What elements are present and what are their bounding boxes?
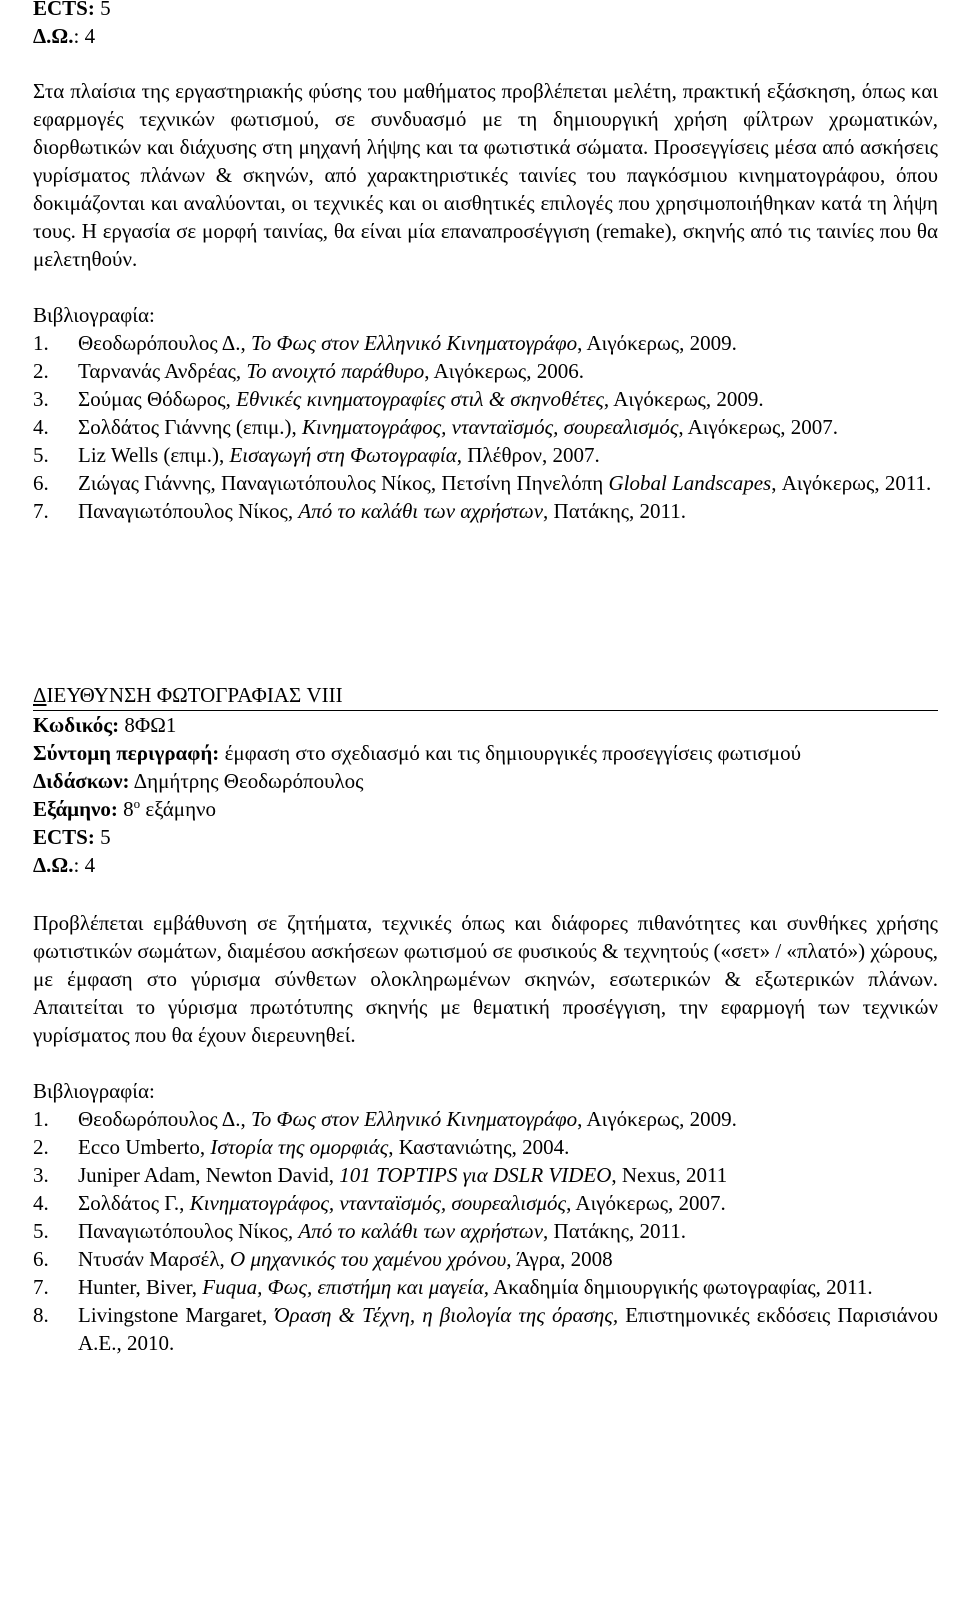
ects-label: ECTS: xyxy=(33,0,95,20)
top-bibliography-item xyxy=(33,469,938,497)
bibliography-item-publisher: , Αιγόκερως, 2009. xyxy=(577,331,737,355)
bibliography-item-number: 2. xyxy=(33,1135,49,1159)
bibliography-item-title: Fuqua, Φως, επιστήμη και μαγεία, xyxy=(202,1275,489,1299)
dw-line xyxy=(33,22,938,50)
dw-label: Δ.Ω. xyxy=(33,24,74,48)
short-value: έμφαση στο σχεδιασμό και τις δημιουργικές προσεγγίσεις φωτισμού xyxy=(219,741,801,765)
course-bibliography-item xyxy=(33,1273,938,1301)
bibliography-item-title: Το ανοιχτό παράθυρο xyxy=(246,359,425,383)
teacher-line xyxy=(33,767,938,795)
dw-value: : 4 xyxy=(73,24,96,48)
top-bibliography-item xyxy=(33,385,938,413)
course-bibliography-label: Βιβλιογραφία: xyxy=(33,1079,155,1103)
course-bibliography-item xyxy=(33,1161,938,1189)
bibliography-item-text xyxy=(78,385,938,413)
teacher-label: Διδάσκων: xyxy=(33,769,130,793)
bibliography-item-author: Ecco Umberto, xyxy=(78,1135,211,1159)
bibliography-item-text xyxy=(78,357,938,385)
bibliography-item-publisher: , Πλέθρον, 2007. xyxy=(456,443,600,467)
top-bibliography-item xyxy=(33,329,938,357)
bibliography-item-title: Το Φως στον Ελληνικό Κινηματογράφο xyxy=(251,331,578,355)
bibliography-item-number: 6. xyxy=(33,1247,49,1271)
bibliography-item-number: 6. xyxy=(33,471,49,495)
bibliography-item-text xyxy=(78,1161,938,1189)
short-line xyxy=(33,739,938,767)
code-value: 8ΦΩ1 xyxy=(119,713,177,737)
bibliography-item-publisher: Ακαδημία δημιουργικής φωτογραφίας, 2011. xyxy=(489,1275,873,1299)
bibliography-item-number: 1. xyxy=(33,331,49,355)
bibliography-item-author: Θεοδωρόπουλος Δ., xyxy=(78,1107,252,1131)
bibliography-item-author: Θεοδωρόπουλος Δ., xyxy=(78,331,252,355)
bibliography-item-author: Livingstone Margaret, xyxy=(78,1303,275,1327)
bibliography-item-title: Από το καλάθι των αχρήστων xyxy=(298,1219,544,1243)
bibliography-item-number: 4. xyxy=(33,415,49,439)
teacher-value: Δημήτρης Θεοδωρόπουλος xyxy=(129,769,364,793)
semester-label: Εξάμηνο: xyxy=(33,797,118,821)
bibliography-item-author: Ταρνανάς Ανδρέας, xyxy=(78,359,247,383)
bibliography-item-text xyxy=(78,1189,938,1217)
bibliography-item-text xyxy=(78,1301,938,1357)
course-bibliography-item xyxy=(33,1133,938,1161)
bibliography-item-publisher: , Αιγόκερως, 2009. xyxy=(603,387,764,411)
top-bibliography-label: Βιβλιογραφία: xyxy=(33,303,155,327)
course-bibliography-item xyxy=(33,1105,938,1133)
course-dw-label: Δ.Ω. xyxy=(33,853,74,877)
bibliography-item-publisher: , Άγρα, 2008 xyxy=(506,1247,613,1271)
ects-value: 5 xyxy=(94,0,111,20)
bibliography-item-title: Εθνικές κινηματογραφίες στιλ & σκηνοθέτες xyxy=(236,387,604,411)
bibliography-item-number: 3. xyxy=(33,1163,49,1187)
bibliography-item-author: Ντυσάν Μαρσέλ, xyxy=(78,1247,231,1271)
bibliography-item-publisher: , Αιγόκερως, 2006. xyxy=(424,359,584,383)
course-dw-line xyxy=(33,851,938,879)
course-bibliography-item xyxy=(33,1245,938,1273)
course-bibliography-item xyxy=(33,1301,938,1357)
bibliography-item-text xyxy=(78,1245,938,1273)
bibliography-item-title: Κινηματογράφος, ντανταϊσμός, σουρεαλισμός xyxy=(189,1191,567,1215)
bibliography-item-text xyxy=(78,497,938,525)
course-title-first: Δ xyxy=(33,683,47,707)
bibliography-item-text xyxy=(78,441,938,469)
semester-word: εξάμηνο xyxy=(140,797,217,821)
semester-num: 8 xyxy=(117,797,134,821)
semester-sup: ο xyxy=(133,796,141,811)
bibliography-item-publisher: , Nexus, 2011 xyxy=(611,1163,728,1187)
bibliography-item-number: 2. xyxy=(33,359,49,383)
top-description: Στα πλαίσια της εργαστηριακής φύσης του μαθήματος προβλέπεται μελέτη, πρακτική εξάσκηση, όπως και εφαρμογές τεχνικών φωτισμού, σε συνδυασμό με τη δημιουργική χρήση φίλτρων χρωματικών, διορθωτικών και διάχυσης στη μηχανή λήψης και τα φωτιστικά σώματα. Προσεγγίσεις μέσα από ασκήσεις γυρίσματος πλάνων & σκηνών, από χαρακτηριστικές ταινίες του παγκόσμιου κινηματογράφου, όπου δοκιμάζονται και αναλύονται, οι τεχνικές και οι αισθητικές επιλογές που χρησιμοποιήθηκαν κατά τη λήψη τους. Η εργασία σε μορφή ταινίας, θα είναι μία επαναπροσέγγιση (remake), σκηνής από τις ταινίες που θα μελετηθούν. xyxy=(33,79,938,271)
bibliography-item-publisher: , Αιγόκερως, 2007. xyxy=(566,1191,726,1215)
bibliography-item-publisher: Επιστημονικές εκδόσεις Παρισιάνου Α.Ε., 2010. xyxy=(78,1303,938,1355)
top-bibliography-item xyxy=(33,357,938,385)
course-title xyxy=(33,680,938,711)
bibliography-item-author: Σολδάτος Γ., xyxy=(78,1191,190,1215)
bibliography-item-publisher: , Αιγόκερως, 2011. xyxy=(771,471,932,495)
course-ects-label: ECTS: xyxy=(33,825,95,849)
top-bibliography-item xyxy=(33,497,938,525)
bibliography-item-text xyxy=(78,1133,938,1161)
ects-line xyxy=(33,0,938,22)
bibliography-item-title: Ιστορία της ομορφιάς xyxy=(210,1135,389,1159)
bibliography-item-author: Σολδάτος Γιάννης (επιμ.), xyxy=(78,415,302,439)
bibliography-item-text xyxy=(78,1273,938,1301)
bibliography-item-number: 3. xyxy=(33,387,49,411)
top-bibliography-item xyxy=(33,413,938,441)
bibliography-item-title: Ο μηχανικός του χαμένου χρόνου xyxy=(230,1247,507,1271)
semester-line xyxy=(33,795,938,823)
bibliography-item-text xyxy=(78,469,938,497)
top-bibliography-item xyxy=(33,441,938,469)
code-line xyxy=(33,711,938,739)
bibliography-item-author: Παναγιωτόπουλος Νίκος, xyxy=(78,1219,299,1243)
bibliography-item-text xyxy=(78,1105,938,1133)
bibliography-item-publisher: , Αιγόκερως, 2009. xyxy=(577,1107,737,1131)
short-label: Σύντομη περιγραφή: xyxy=(33,741,220,765)
bibliography-item-publisher: , Καστανιώτης, 2004. xyxy=(388,1135,570,1159)
course-title-rest: ΙΕΥΘΥΝΣΗ ΦΩΤΟΓΡΑΦΙΑΣ VIII xyxy=(46,683,343,707)
course-bibliography-item xyxy=(33,1217,938,1245)
bibliography-item-number: 8. xyxy=(33,1303,49,1327)
bibliography-item-number: 1. xyxy=(33,1107,49,1131)
top-bibliography-list xyxy=(33,329,938,525)
bibliography-item-number: 4. xyxy=(33,1191,49,1215)
bibliography-item-title: Από το καλάθι των αχρήστων xyxy=(298,499,544,523)
course-ects-line xyxy=(33,823,938,851)
bibliography-item-number: 7. xyxy=(33,499,49,523)
bibliography-item-title: Global Landscapes xyxy=(608,471,772,495)
bibliography-item-author: Ζιώγας Γιάννης, Παναγιωτόπουλος Νίκος, Πετσίνη Πηνελόπη xyxy=(78,471,609,495)
top-section xyxy=(33,0,938,525)
bibliography-item-number: 5. xyxy=(33,443,49,467)
course-bibliography-list xyxy=(33,1105,938,1357)
bibliography-item-title: Όραση & Τέχνη, η βιολογία της όρασης, xyxy=(274,1303,619,1327)
course-description: Προβλέπεται εμβάθυνση σε ζητήματα, τεχνικές όπως και διάφορες πιθανότητες και συνθήκες χρήσης φωτιστικών σωμάτων, διαμέσου ασκήσεων φωτισμού σε φυσικούς & τεχνητούς («σετ» / «πλατό») χώρους, με έμφαση στο γύρισμα σύνθετων ολοκληρωμένων σκηνών, εσωτερικών & εξωτερικών πλάνων. Απαιτείται το γύρισμα πρωτότυπης σκηνής με θεματική προσέγγιση, την εφαρμογή των τεχνικών γυρίσματος που θα έχουν διερευνηθεί. xyxy=(33,911,939,1047)
bibliography-item-title: Κινηματογράφος, ντανταϊσμός, σουρεαλισμός xyxy=(301,415,679,439)
course-dw-value: : 4 xyxy=(73,853,96,877)
bibliography-item-title: Εισαγωγή στη Φωτογραφία xyxy=(229,443,457,467)
course-section xyxy=(33,680,938,1357)
bibliography-item-author: Σούμας Θόδωρος, xyxy=(78,387,237,411)
code-label: Κωδικός: xyxy=(33,713,120,737)
bibliography-item-number: 5. xyxy=(33,1219,49,1243)
bibliography-item-publisher: , Αιγόκερως, 2007. xyxy=(678,415,839,439)
bibliography-item-publisher: , Πατάκης, 2011. xyxy=(543,1219,687,1243)
bibliography-item-text xyxy=(78,1217,938,1245)
bibliography-item-title: Το Φως στον Ελληνικό Κινηματογράφο xyxy=(251,1107,578,1131)
bibliography-item-author: Juniper Adam, Newton David, xyxy=(78,1163,340,1187)
course-bibliography-item xyxy=(33,1189,938,1217)
bibliography-item-title: 101 TOPTIPS για DSLR VIDEO xyxy=(339,1163,612,1187)
bibliography-item-publisher: , Πατάκης, 2011. xyxy=(543,499,687,523)
bibliography-item-number: 7. xyxy=(33,1275,49,1299)
bibliography-item-text xyxy=(78,413,938,441)
course-ects-value: 5 xyxy=(94,825,111,849)
bibliography-item-author: Παναγιωτόπουλος Νίκος, xyxy=(78,499,299,523)
bibliography-item-author: Liz Wells (επιμ.), xyxy=(78,443,230,467)
bibliography-item-author: Hunter, Biver, xyxy=(78,1275,203,1299)
bibliography-item-text xyxy=(78,329,938,357)
